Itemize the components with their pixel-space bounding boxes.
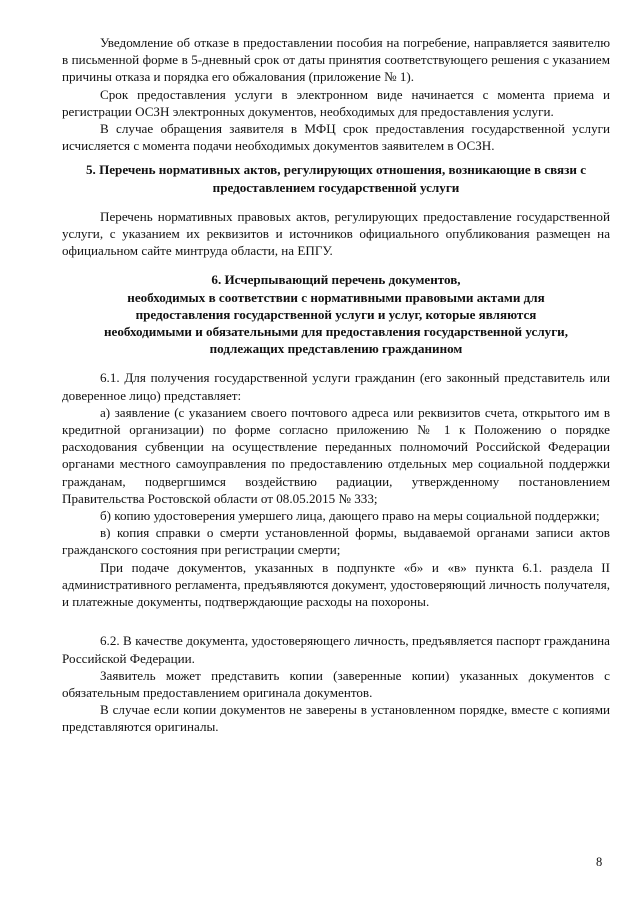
paragraph-copies: Заявитель может представить копии (заверенные копии) указанных документов с обязательным предоставлением оригинала документов. <box>62 667 610 700</box>
paragraph-originals: В случае если копии документов не заверены в установленном порядке, вместе с копиями представляются оригиналы. <box>62 702 610 735</box>
paragraph-6-1: 6.1. Для получения государственной услуги гражданин (его законный представитель или доверенное лицо) представляет: <box>62 370 610 403</box>
paragraph-6-1-documents: При подаче документов, указанных в подпункте «б» и «в» пункта 6.1. раздела II административного регламента, предъявляются документ, удостоверяющий личность получателя, и платежные документы, подтверждающие расходы на похороны. <box>62 559 610 610</box>
paragraph-mfc-term: В случае обращения заявителя в МФЦ срок предоставления государственной услуги исчисляется с момента подачи необходимых документов заявителем в ОСЗН. <box>62 121 610 154</box>
paragraph-6-2: 6.2. В качестве документа, удостоверяющего личность, предъявляется паспорт гражданина Российской Федерации. <box>62 633 610 666</box>
section-6-heading <box>62 271 610 357</box>
section-6-heading-line: необходимых в соответствии с нормативными правовыми актами для <box>127 289 545 305</box>
section-5-text: Перечень нормативных правовых актов, регулирующих предоставление государственной услуги, с указанием их реквизитов и источников официального опубликования размещен на официальном сайте минтруда области, на ЕПГУ. <box>62 208 610 259</box>
paragraph-6-1-a: а) заявление (с указанием своего почтового адреса или реквизитов счета, открытого им в кредитной организации) по форме согласно приложению № 1 к Положению о порядке расходования субвенции на осуществление переданных полномочий Российской Федерации органами местного самоуправления по предоставлению отдельных мер социальной поддержки гражданам, подвергшимся воздействию радиации, утвержденному постановлением Правительства Ростовской области от 08.05.2015 № 333; <box>62 404 610 506</box>
section-6-heading-line: 6. Исчерпывающий перечень документов, <box>211 272 461 288</box>
paragraph-electronic-term: Срок предоставления услуги в электронном виде начинается с момента приема и регистрации ОСЗН электронных документов, необходимых для предоставления услуги. <box>62 86 610 119</box>
paragraph-refusal-notice: Уведомление об отказе в предоставлении пособия на погребение, направляется заявителю в письменной форме в 5-дневный срок от даты принятия соответствующего решения с указанием причины отказа и порядка его обжалования (приложение № 1). <box>62 35 610 85</box>
document-page <box>62 34 610 736</box>
paragraph-6-1-v: в) копия справки о смерти установленной формы, выдаваемой органами записи актов гражданского состояния при регистрации смерти; <box>62 525 610 558</box>
section-6-heading-line: подлежащих представлению гражданином <box>209 341 463 357</box>
section-6-heading-line: предоставления государственной услуги и услуг, которые являются <box>135 306 537 322</box>
page-number: 8 <box>596 855 603 869</box>
paragraph-6-1-b: б) копию удостоверения умершего лица, дающего право на меры социальной поддержки; <box>100 508 600 524</box>
section-5-heading: 5. Перечень нормативных актов, регулирующих отношения, возникающие в связи с предоставлением государственной услуги <box>85 162 587 195</box>
section-6-heading-line: необходимыми и обязательными для предоставления государственной услуги, <box>104 324 568 340</box>
